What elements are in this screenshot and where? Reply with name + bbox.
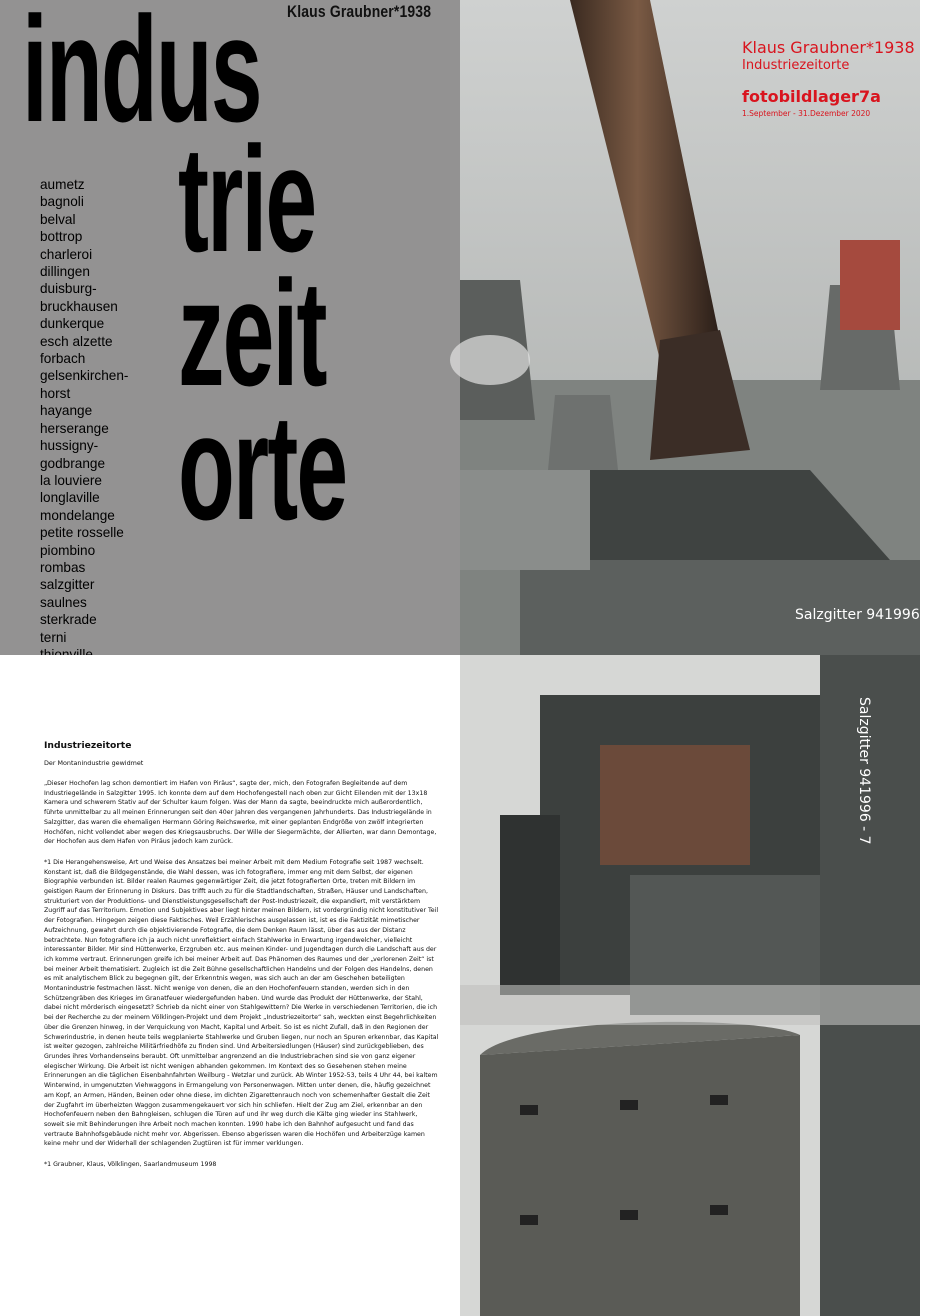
photo-bottom-panel (460, 655, 920, 1316)
place-item: bruckhausen (40, 298, 118, 314)
place-item: longlaville (40, 490, 100, 506)
place-item: hayange (40, 403, 93, 419)
poster-panel (0, 0, 460, 655)
place-item: herserange (40, 420, 109, 436)
place-item: la louviere (40, 472, 102, 488)
place-item: gelsenkirchen- (40, 368, 129, 384)
place-item: petite rosselle (40, 525, 124, 541)
essay-panel (0, 655, 460, 1316)
poster-title-line-3: zeit (178, 249, 326, 417)
place-item: bagnoli (40, 194, 84, 210)
photo-title: Industriezeitorte (742, 58, 850, 73)
place-item: salzgitter (40, 577, 95, 593)
place-item: rombas (40, 559, 86, 575)
place-item: bottrop (40, 229, 83, 245)
essay-dedication: Der Montanindustrie gewidmet (44, 759, 144, 767)
place-item: charleroi (40, 246, 93, 262)
place-item: mondelange (40, 507, 115, 523)
place-item: horst (40, 385, 71, 401)
place-item: sterkrade (40, 612, 97, 628)
exhibition-dates: 1.September - 31.Dezember 2020 (742, 109, 871, 118)
photo-author: Klaus Graubner*1938 (742, 38, 915, 57)
place-item: piombino (40, 542, 96, 558)
place-item: duisburg- (40, 281, 97, 297)
place-item: godbrange (40, 455, 106, 471)
place-item: dillingen (40, 264, 90, 280)
essay-paragraph-1: „Dieser Hochofen lag schon demontiert im Hafen von Piräus“, sagte der, mich, den Fotografen Begleitende auf dem Industriegelände in Salzgitter 1995. Ich konnte dem auf dem Hochofengestell nach oben zur Gicht Eilenden mit der 13x18 Kamera und schwerem Stativ auf der Schulter kaum folgen. Was der Mann da sagte, beeindruckte mich außerordentlich, führte unmittelbar zu all meinen Erinnerungen seit den 40er Jahren des vergangenen Jahrhunderts. Das Industriegelände in Salzgitter, das waren die ehemaligen Hermann Göring Reichswerke, mit einer geplanten Endgröße von zwölf integrierten Hochöfen, nicht vollendet aber wegen des Kriegsausbruchs. Der Wille der Siegermächte, der Allierten, war dann Demontage, der Hochofen aus dem Hafen von Piräus jedoch kam zurück. (44, 780, 437, 846)
industrial-photo-bottom (460, 655, 920, 1316)
photo-top-panel (460, 0, 943, 655)
place-item: dunkerque (40, 316, 105, 332)
place-item: hussigny- (40, 438, 99, 454)
place-item: belval (40, 211, 76, 227)
place-item: forbach (40, 351, 86, 367)
poster-title-line-1: indus (22, 0, 261, 153)
poster-title-line-4: orte (178, 383, 347, 551)
poster-author: Klaus Graubner*1938 (287, 2, 432, 21)
place-item: terni (40, 629, 67, 645)
photo-caption-top: Salzgitter 941996 - 5 (795, 607, 943, 623)
essay (44, 740, 439, 1181)
place-item: saulnes (40, 594, 87, 610)
essay-footnote: *1 Graubner, Klaus, Völklingen, Saarlandmuseum 1998 (44, 1161, 217, 1169)
poster-title-line-2: trie (178, 115, 316, 283)
place-list (40, 176, 128, 716)
gallery-name: fotobildlager7a (742, 87, 881, 106)
essay-paragraph-2: *1 Die Herangehensweise, Art und Weise des Ansatzes bei meiner Arbeit mit dem Medium Fotografie seit 1987 wechselt. Konstant ist, daß die Bildgegenstände, die Wahl dessen, was ich fotografiere, immer eng mit dem Selbst, der eigenen Biographie verbunden ist. Bilder realen Raumes gegenwärtiger Zeit, die jetzt fotografierten Orte, treten mit Bildern im geistigen Raum der Erinnerung in Diskurs. Das trifft auch zu für die Stadtlandschaften, Straßen, Häuser und Landschaften, strukturiert von der Produktions- und Dienstleistungsgesellschaft der Post-Industriezeit, die expandiert, mit verstärktem Zugriff auf das Territorium. Emotion und Subjektives aber liegt hinter meinen Bildern, ist vordergründig nicht konstitutiver Teil der Fotografien. Hingegen zeigen diese Faktisches. Weil Erzählerisches ausgelassen ist, ist es die Faktizität mimetischer Aufzeichnung, gewahrt durch die objektivierende Fotografie, die dem Denken Raum lässt, über das aus der Distanz betrachtete. Nun fotografiere ich ja auch nicht unreflektiert einfach Stahlwerke in Erwartung irgendwelcher, vielleicht interessanter Bilder. Mir sind Hüttenwerke, Erzgruben etc. aus meinen Kinder- und Jugendtagen durch die Landschaft aus der ich komme vertraut. Erinnerungen greife ich bei meiner Arbeit auf. Das Phänomen des Raumes und der „verlorenen Zeit“ ist bei meiner Arbeit thematisiert. Zugleich ist die Zeit Bühne gesellschaftlichen Handelns und der Folgen des Handelns, denen es mit analytischem Blick zu begegnen gilt, der Erkenntnis wegen, was sich auch an der am Geschehen beteiligten Montanindustrie festmachen lässt. Nicht wenige von denen, die an den Hochofenfeuern standen, werden sich in den Schützengräben des Krieges im Granatfeuer wiedergefunden haben. Und wurde das Produkt der Hüttenwerke, der Stahl, dabei nicht mörderisch eingesetzt? Schrieb da nicht einer von Stahlgewittern? Die Werke in verschiedenen Territorien, die ich bei der Recherche zu der meinem Völklingen-Projekt und dem Projekt „Industriezeitorte“ sah, weckten einst Begehrlichkeiten über die Grenzen hinweg, in der Verquickung von Macht, Kapital und Arbeit. So ist es nicht Zufall, daß in den Regionen der Schwerindustrie, in denen heute teils wegplanierte Stahlwerke und Gruben liegen, nur noch an Spuren erkennbar, das Kapital ist weiter gezogen, zahlreiche Militärfriedhöfe zu finden sind. Und Arbeitersiedlungen (Häuser) sind zurückgeblieben, des Grundes ihres Vorhandenseins beraubt. Oft unmittelbar angrenzend an die Industriebrachen sind sie von ganz eigener elegischer Wirkung. Die Arbeit ist nicht wenigen abhanden gekommen. Im Kontext des so Gesehenen stehen meine Erinnerungen an die täglichen Eisenbahnfahrten Weilburg - Wetzlar und zurück. Ab Winter 1952-53, teils 4 Uhr 44, bei kaltem Winterwind, in umgenutzten Viehwaggons in Ermangelung von Personenwagen. Mitten unter denen, die, häufig gezeichnet am Kopf, an Armen, Händen, Beinen oder ohne diese, im dichten Zigarettenrauch noch von schemenhafter Gestalt die Zeit der Zugfahrt im überheizten Waggon zusammengekauert vor sich hin schliefen. Hielt der Zug am Ziel, erkennbar an den Hochofenfeuern neben den Bahngleisen, schlugen die Türen auf und ihr weg durch die Kälte ging wieder ins Stahlwerk, soweit sie mit Behinderungen ihre Arbeit noch machen konnten. 1990 habe ich den Bahnhof aufgesucht und fand das vertraute Bahnhofsgebäude nicht mehr vor. Abgerissen. Ebenso abgerissen waren die Hochöfen und Arbeiterzüge kamen keine mehr und der Widerhall der schlagenden Zugtüren ist für immer verklungen. (44, 858, 439, 1148)
place-item: aumetz (40, 177, 85, 192)
photo-caption-bottom: Salzgitter 941996 - 7 (856, 697, 872, 845)
place-item: esch alzette (40, 333, 113, 349)
essay-title: Industriezeitorte (44, 740, 132, 751)
